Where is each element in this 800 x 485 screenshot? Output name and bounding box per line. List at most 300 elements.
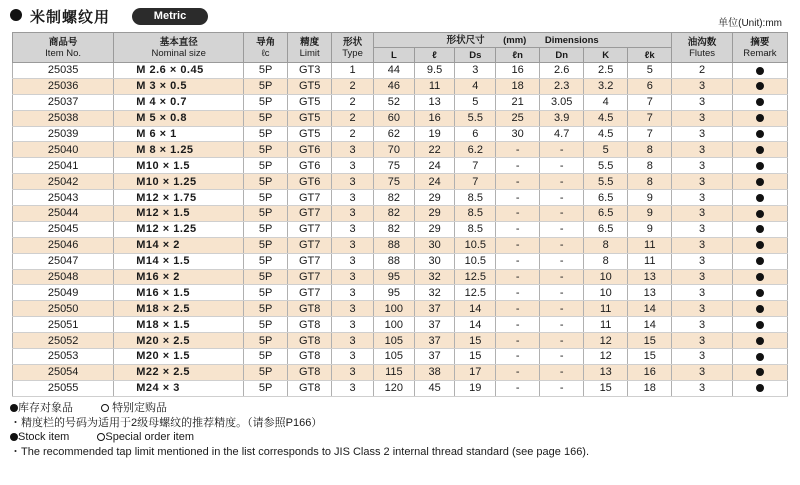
cell-ds: 6 [455,126,496,142]
cell-type: 3 [332,317,374,333]
cell-remark [732,174,787,190]
cell-k: 10 [584,269,628,285]
cell-item: 25041 [13,158,114,174]
cell-item: 25049 [13,285,114,301]
cell-type: 3 [332,380,374,396]
stock-dot-icon [756,210,764,218]
cell-l: 11 [414,78,455,94]
cell-l: 32 [414,285,455,301]
cell-limit: GT5 [288,110,332,126]
table-row [13,301,788,317]
cell-k: 11 [584,317,628,333]
cell-size: M16 × 2 [114,269,244,285]
cell-k: 12 [584,333,628,349]
cell-lk: 9 [628,206,672,222]
cell-k: 6.5 [584,206,628,222]
cell-flutes: 3 [672,333,733,349]
cell-k: 5 [584,142,628,158]
cell-ln: - [496,237,540,253]
cell-flutes: 3 [672,221,733,237]
cell-l: 37 [414,317,455,333]
notes-block [10,401,790,459]
cell-chamfer: 5P [244,174,288,190]
cell-limit: GT7 [288,253,332,269]
table-row [13,380,788,396]
cell-size: M14 × 1.5 [114,253,244,269]
cell-remark [732,221,787,237]
cell-k: 6.5 [584,221,628,237]
cell-type: 2 [332,94,374,110]
cell-type: 2 [332,110,374,126]
cell-item: 25044 [13,206,114,222]
cell-item: 25042 [13,174,114,190]
cell-flutes: 3 [672,349,733,365]
stock-dot-icon [756,146,764,154]
stock-dot-icon [756,305,764,313]
cell-ds: 4 [455,78,496,94]
cell-dn: - [540,301,584,317]
cell-lk: 8 [628,142,672,158]
table-row [13,237,788,253]
cell-ln: - [496,142,540,158]
cell-chamfer: 5P [244,63,288,79]
cell-ds: 7 [455,174,496,190]
cell-type: 3 [332,206,374,222]
cell-chamfer: 5P [244,301,288,317]
cell-limit: GT8 [288,364,332,380]
note-cn: ・精度栏的号码为适用于2级母螺纹的推荐精度。（请参照P166） [10,416,323,429]
cell-lk: 7 [628,126,672,142]
cell-lk: 8 [628,174,672,190]
table-row [13,110,788,126]
cell-remark [732,253,787,269]
cell-remark [732,78,787,94]
cell-size: M22 × 2.5 [114,364,244,380]
cell-remark [732,317,787,333]
table-row [13,63,788,79]
cell-ds: 10.5 [455,237,496,253]
legend-stock-en: Stock item [18,431,70,443]
section-title: 米制螺纹用 [30,8,111,26]
cell-ds: 8.5 [455,206,496,222]
cell-l: 120 [374,380,415,396]
cell-remark [732,285,787,301]
stock-dot-icon [756,353,764,361]
cell-ln: 25 [496,110,540,126]
table-row [13,78,788,94]
unit-label: 单位(Unit):mm [718,18,782,29]
cell-chamfer: 5P [244,253,288,269]
cell-dn: - [540,269,584,285]
dim-header: L [374,48,415,63]
cell-remark [732,380,787,396]
cell-item: 25043 [13,190,114,206]
cell-dn: - [540,158,584,174]
cell-remark [732,190,787,206]
cell-flutes: 3 [672,380,733,396]
stock-dot-icon [756,98,764,106]
cell-l: 37 [414,349,455,365]
cell-flutes: 3 [672,142,733,158]
stock-dot-icon [756,67,764,75]
table-row [13,142,788,158]
cell-l: 45 [414,380,455,396]
cell-dn: - [540,364,584,380]
cell-item: 25052 [13,333,114,349]
table-row [13,206,788,222]
cell-type: 3 [332,253,374,269]
cell-limit: GT6 [288,158,332,174]
cell-remark [732,94,787,110]
cell-ds: 15 [455,333,496,349]
cell-remark [732,364,787,380]
cell-limit: GT5 [288,78,332,94]
cell-lk: 11 [628,237,672,253]
cell-chamfer: 5P [244,364,288,380]
cell-chamfer: 5P [244,349,288,365]
cell-l: 38 [414,364,455,380]
table-row [13,174,788,190]
cell-limit: GT7 [288,269,332,285]
cell-ds: 5 [455,94,496,110]
cell-limit: GT8 [288,317,332,333]
cell-l: 70 [374,142,415,158]
cell-ln: - [496,206,540,222]
stock-dot-icon [756,384,764,392]
cell-limit: GT8 [288,380,332,396]
cell-item: 25037 [13,94,114,110]
stock-dot-icon [756,178,764,186]
col-header-nominal: 基本直径 Nominal size [114,33,244,63]
table-row [13,285,788,301]
stock-dot-icon [756,321,764,329]
cell-k: 8 [584,253,628,269]
cell-lk: 14 [628,317,672,333]
cell-item: 25054 [13,364,114,380]
cell-type: 3 [332,221,374,237]
cell-flutes: 3 [672,301,733,317]
cell-type: 3 [332,285,374,301]
cell-dn: - [540,253,584,269]
metric-badge: Metric [132,8,208,25]
cell-flutes: 2 [672,63,733,79]
cell-lk: 18 [628,380,672,396]
cell-limit: GT8 [288,333,332,349]
cell-remark [732,110,787,126]
col-header-limit: 精度 Limit [288,33,332,63]
stock-dot-icon [756,225,764,233]
cell-type: 3 [332,301,374,317]
cell-l: 13 [414,94,455,110]
cell-size: M 8 × 1.25 [114,142,244,158]
cell-l: 29 [414,206,455,222]
cell-ds: 12.5 [455,269,496,285]
legend-stock-cn: 库存对象品 [18,402,73,414]
cell-flutes: 3 [672,174,733,190]
cell-chamfer: 5P [244,126,288,142]
col-header-chamfer: 导角 ℓc [244,33,288,63]
cell-ln: - [496,364,540,380]
title-bullet-icon [10,9,22,21]
cell-l: 82 [374,206,415,222]
cell-l: 29 [414,221,455,237]
cell-ln: - [496,190,540,206]
cell-l: 95 [374,285,415,301]
cell-chamfer: 5P [244,206,288,222]
cell-size: M 4 × 0.7 [114,94,244,110]
cell-ln: - [496,158,540,174]
cell-flutes: 3 [672,253,733,269]
cell-limit: GT7 [288,221,332,237]
cell-l: 16 [414,110,455,126]
cell-k: 4 [584,94,628,110]
cell-lk: 16 [628,364,672,380]
cell-ds: 3 [455,63,496,79]
spec-table [12,32,788,397]
cell-k: 13 [584,364,628,380]
cell-k: 4.5 [584,126,628,142]
cell-ln: - [496,301,540,317]
dim-header: ℓk [628,48,672,63]
cell-k: 10 [584,285,628,301]
cell-size: M 5 × 0.8 [114,110,244,126]
cell-type: 2 [332,78,374,94]
cell-limit: GT5 [288,126,332,142]
legend-special-cn: 特别定购品 [112,402,168,414]
cell-lk: 9 [628,190,672,206]
cell-size: M 3 × 0.5 [114,78,244,94]
cell-type: 3 [332,190,374,206]
cell-limit: GT6 [288,174,332,190]
cell-limit: GT7 [288,206,332,222]
stock-dot-icon [756,114,764,122]
cell-ln: 18 [496,78,540,94]
cell-dn: 4.7 [540,126,584,142]
cell-size: M10 × 1.25 [114,174,244,190]
cell-l: 44 [374,63,415,79]
cell-limit: GT6 [288,142,332,158]
cell-item: 25036 [13,78,114,94]
cell-size: M 6 × 1 [114,126,244,142]
cell-flutes: 3 [672,206,733,222]
cell-l: 30 [414,237,455,253]
cell-item: 25039 [13,126,114,142]
cell-ln: - [496,380,540,396]
cell-k: 11 [584,301,628,317]
cell-size: M18 × 2.5 [114,301,244,317]
stock-dot-icon [756,337,764,345]
col-header-remark: 摘要 Remark [732,33,787,63]
dim-header: Ds [455,48,496,63]
cell-ds: 5.5 [455,110,496,126]
special-circle-icon [101,404,109,412]
cell-lk: 7 [628,94,672,110]
cell-flutes: 3 [672,317,733,333]
cell-chamfer: 5P [244,78,288,94]
cell-ds: 10.5 [455,253,496,269]
cell-ds: 17 [455,364,496,380]
cell-flutes: 3 [672,269,733,285]
cell-dn: - [540,142,584,158]
stock-dot-icon [756,194,764,202]
cell-ln: - [496,269,540,285]
table-row [13,349,788,365]
cell-remark [732,206,787,222]
cell-flutes: 3 [672,78,733,94]
cell-item: 25038 [13,110,114,126]
cell-l: 60 [374,110,415,126]
cell-l: 95 [374,269,415,285]
cell-item: 25047 [13,253,114,269]
stock-dot-icon [756,273,764,281]
cell-item: 25045 [13,221,114,237]
cell-limit: GT7 [288,285,332,301]
cell-remark [732,158,787,174]
cell-type: 3 [332,237,374,253]
stock-dot-icon [756,241,764,249]
cell-ds: 15 [455,349,496,365]
table-row [13,221,788,237]
cell-dn: - [540,221,584,237]
cell-l: 37 [414,333,455,349]
cell-ds: 8.5 [455,190,496,206]
legend-special-en: Special order item [105,431,195,443]
cell-chamfer: 5P [244,285,288,301]
cell-k: 8 [584,237,628,253]
cell-l: 82 [374,190,415,206]
cell-size: M12 × 1.75 [114,190,244,206]
cell-lk: 7 [628,110,672,126]
cell-type: 3 [332,349,374,365]
cell-l: 62 [374,126,415,142]
cell-dn: - [540,206,584,222]
cell-flutes: 3 [672,110,733,126]
note-en: ・The recommended tap limit mentioned in the list corresponds to JIS Class 2 internal thread standard (see page 166). [10,445,590,458]
cell-chamfer: 5P [244,380,288,396]
stock-dot-icon [756,368,764,376]
cell-lk: 14 [628,301,672,317]
cell-chamfer: 5P [244,333,288,349]
cell-l: 24 [414,158,455,174]
cell-size: M24 × 3 [114,380,244,396]
cell-l: 22 [414,142,455,158]
stock-dot-icon [10,433,18,441]
cell-lk: 13 [628,269,672,285]
cell-lk: 15 [628,333,672,349]
cell-chamfer: 5P [244,110,288,126]
table-row [13,333,788,349]
cell-k: 5.5 [584,174,628,190]
cell-l: 88 [374,253,415,269]
cell-dn: 2.3 [540,78,584,94]
cell-k: 2.5 [584,63,628,79]
cell-chamfer: 5P [244,221,288,237]
cell-l: 75 [374,174,415,190]
cell-l: 37 [414,301,455,317]
cell-flutes: 3 [672,364,733,380]
cell-remark [732,237,787,253]
cell-k: 15 [584,380,628,396]
cell-size: M20 × 1.5 [114,349,244,365]
cell-item: 25055 [13,380,114,396]
cell-limit: GT7 [288,237,332,253]
legend-cn [10,401,790,416]
cell-l: 19 [414,126,455,142]
cell-flutes: 3 [672,237,733,253]
table-row [13,364,788,380]
dim-header: ℓ [414,48,455,63]
cell-remark [732,269,787,285]
cell-ds: 19 [455,380,496,396]
cell-lk: 9 [628,221,672,237]
cell-flutes: 3 [672,126,733,142]
cell-limit: GT8 [288,301,332,317]
cell-ds: 8.5 [455,221,496,237]
cell-size: M20 × 2.5 [114,333,244,349]
cell-l: 52 [374,94,415,110]
cell-k: 4.5 [584,110,628,126]
cell-remark [732,126,787,142]
cell-dn: - [540,190,584,206]
cell-chamfer: 5P [244,237,288,253]
cell-remark [732,301,787,317]
cell-limit: GT7 [288,190,332,206]
cell-dn: - [540,317,584,333]
cell-l: 100 [374,301,415,317]
cell-k: 6.5 [584,190,628,206]
cell-size: M12 × 1.25 [114,221,244,237]
cell-k: 12 [584,349,628,365]
cell-l: 9.5 [414,63,455,79]
cell-ln: - [496,221,540,237]
cell-type: 3 [332,333,374,349]
cell-dn: 2.6 [540,63,584,79]
col-header-flutes: 油沟数 Flutes [672,33,733,63]
table-row [13,190,788,206]
cell-type: 2 [332,126,374,142]
cell-type: 3 [332,142,374,158]
cell-size: M14 × 2 [114,237,244,253]
stock-dot-icon [10,404,18,412]
cell-l: 24 [414,174,455,190]
cell-chamfer: 5P [244,94,288,110]
cell-size: M10 × 1.5 [114,158,244,174]
cell-ds: 6.2 [455,142,496,158]
cell-flutes: 3 [672,190,733,206]
cell-size: M12 × 1.5 [114,206,244,222]
cell-chamfer: 5P [244,158,288,174]
col-header-dimensions: 形状尺寸 (mm) Dimensions [374,33,672,48]
col-header-item: 商品号 Item No. [13,33,114,63]
cell-l: 32 [414,269,455,285]
cell-l: 88 [374,237,415,253]
cell-dn: - [540,174,584,190]
legend-en [10,430,790,445]
stock-dot-icon [756,162,764,170]
cell-l: 75 [374,158,415,174]
cell-ds: 14 [455,317,496,333]
cell-flutes: 3 [672,285,733,301]
cell-ln: - [496,285,540,301]
cell-ln: - [496,174,540,190]
cell-item: 25040 [13,142,114,158]
cell-lk: 13 [628,285,672,301]
cell-dn: - [540,333,584,349]
cell-lk: 11 [628,253,672,269]
cell-ds: 12.5 [455,285,496,301]
cell-chamfer: 5P [244,317,288,333]
cell-item: 25048 [13,269,114,285]
